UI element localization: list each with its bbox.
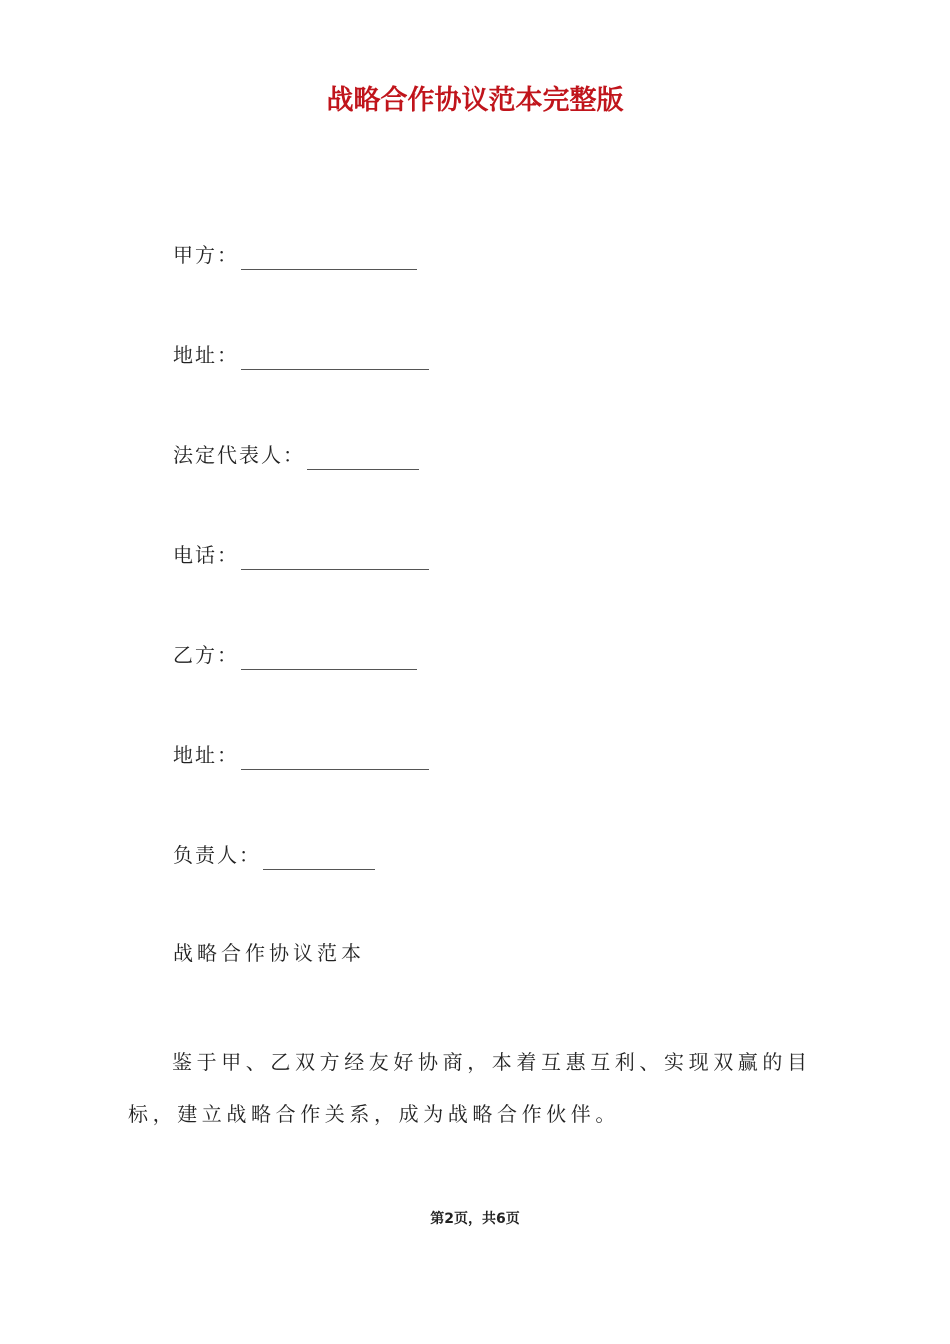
agreement-paragraph: 鉴于甲、乙双方经友好协商，本着互惠互利、实现双赢的目标，建立战略合作关系，成为战略合作伙伴。 [128, 1050, 812, 1126]
party-b-field [173, 640, 417, 670]
party-a-field [173, 240, 417, 270]
person-in-charge-label: 负责人： [173, 843, 261, 867]
phone-label: 电话： [173, 543, 239, 567]
party-b-address-blank [241, 747, 429, 770]
party-b-label: 乙方： [173, 643, 239, 667]
section-label: 战略合作协议范本 [173, 941, 365, 965]
person-in-charge-blank [263, 847, 375, 870]
document-title: 战略合作协议范本完整版 [326, 85, 624, 116]
phone-field [173, 540, 429, 570]
page-indicator: 第2页，共6页 [430, 1211, 520, 1227]
party-a-blank [241, 247, 417, 270]
legal-representative-blank [307, 447, 419, 470]
party-a-address-label: 地址： [173, 343, 239, 367]
party-a-address-blank [241, 347, 429, 370]
party-b-address-field [173, 740, 429, 770]
legal-representative-field [173, 440, 419, 470]
phone-blank [241, 547, 429, 570]
party-a-label: 甲方： [173, 243, 239, 267]
party-b-address-label: 地址： [173, 743, 239, 767]
person-in-charge-field [173, 840, 375, 870]
party-a-address-field [173, 340, 429, 370]
party-b-blank [241, 647, 417, 670]
legal-representative-label: 法定代表人： [173, 443, 305, 467]
